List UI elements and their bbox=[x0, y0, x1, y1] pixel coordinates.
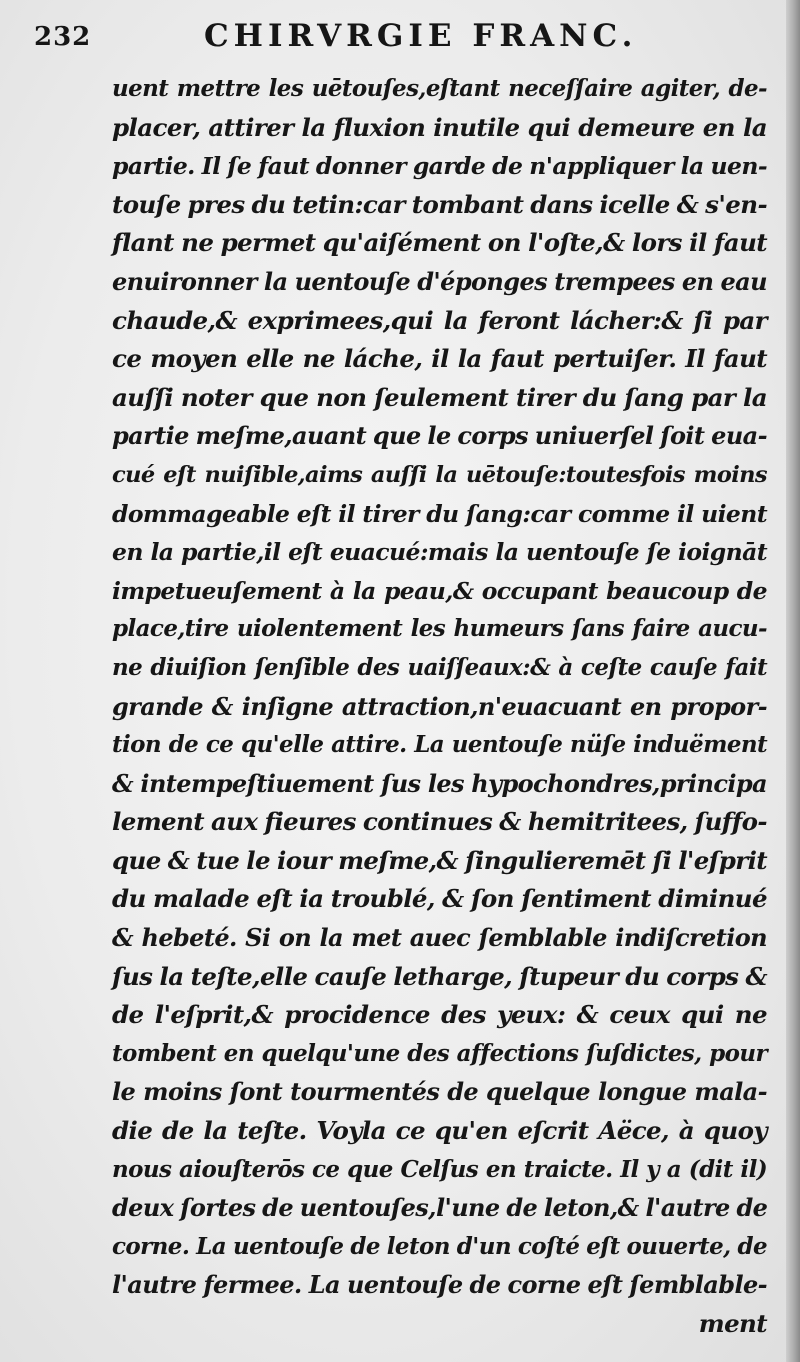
text-line: en la partie,il eſt euacué:mais la uentouſe ſe ioignāt bbox=[112, 538, 767, 567]
running-head bbox=[34, 18, 774, 58]
text-line: dommageable eſt il tirer du ſang:car comme il uient bbox=[112, 499, 767, 528]
text-line: grande & inſigne attraction,n'euacuant en propor- bbox=[112, 691, 767, 721]
text-line: nous aiouſterōs ce que Celſus en traicte. Il y a (dit il) bbox=[112, 1155, 767, 1183]
text-line: que & tue le iour meſme,& ſingulieremēt ſi l'eſprit bbox=[112, 845, 767, 875]
text-line: ce moyen elle ne láche, il la faut pertuiſer. Il faut bbox=[112, 344, 767, 374]
text-line: placer, attirer la fluxion inutile qui demeure en la bbox=[112, 112, 767, 142]
page-number: 232 bbox=[34, 22, 92, 52]
text-line: ne diuiſion ſenſible des uaiſſeaux:& à ceſte cauſe fait bbox=[112, 653, 767, 681]
running-title: CHIRVRGIE FRANC. bbox=[204, 18, 638, 54]
text-line: l'autre fermee. La uentouſe de corne eſt ſemblable- bbox=[112, 1270, 767, 1300]
text-line: flant ne permet qu'aiſément on l'oſte,& lors il faut bbox=[112, 228, 767, 258]
text-line: place,tire uiolentement les humeurs ſans faire aucu- bbox=[112, 615, 767, 643]
text-line: uent mettre les uētouſes,eſtant neceſſaire agiter, de- bbox=[112, 75, 767, 102]
text-line: die de la teſte. Voyla ce qu'en eſcrit Aëce, à quoy bbox=[112, 1116, 767, 1146]
text-line: deux ſortes de uentouſes,l'une de leton,& l'autre de bbox=[112, 1193, 768, 1223]
text-line: le moins ſont tourmentés de quelque longue mala- bbox=[112, 1077, 767, 1107]
text-line: du malade eſt ia troublé, & ſon ſentiment diminué bbox=[112, 884, 767, 914]
text-line: & hebeté. Si on la met auec ſemblable indiſcretion bbox=[112, 923, 767, 953]
text-line: lement aux fieures continues & hemitritees, ſuffo- bbox=[112, 807, 767, 837]
page-gutter-shadow bbox=[786, 0, 800, 1362]
text-line: touſe pres du tetin:car tombant dans icelle & s'en- bbox=[112, 189, 768, 219]
text-line: auſſi noter que non ſeulement tirer du ſang par la bbox=[112, 382, 767, 412]
text-line: & intempeſtiuement ſus les hypochondres,principa bbox=[112, 768, 767, 798]
text-line: impetueuſement à la peau,& occupant beaucoup de bbox=[112, 576, 767, 605]
text-line: enuironner la uentouſe d'éponges trempees en eau bbox=[112, 266, 767, 296]
text-line: partie. Il ſe faut donner garde de n'appliquer la uen- bbox=[112, 152, 767, 181]
text-line: tion de ce qu'elle attire. La uentouſe nüſe induëment bbox=[112, 731, 767, 759]
body-text bbox=[112, 70, 767, 1344]
text-line: de l'eſprit,& procidence des yeux: & ceux qui ne bbox=[112, 1000, 767, 1030]
text-line: cué eſt nuiſible,aims auſſi la uētouſe:toutesfois moins bbox=[112, 461, 767, 488]
text-line: tombent en quelqu'une des affections ſuſdictes, pour bbox=[112, 1039, 767, 1067]
text-line: corne. La uentouſe de leton d'un coſté eſt ouuerte, de bbox=[112, 1232, 767, 1260]
text-line: ſus la teſte,elle cauſe lethargе, ſtupeur du corps & bbox=[112, 961, 767, 991]
text-line: ment bbox=[698, 1309, 767, 1338]
text-line: partie meſme,auant que le corps uniuerſel ſoit eua- bbox=[112, 421, 767, 451]
text-line: chaude,& exprimees,qui la feront lácher:& ſi par bbox=[112, 305, 767, 335]
